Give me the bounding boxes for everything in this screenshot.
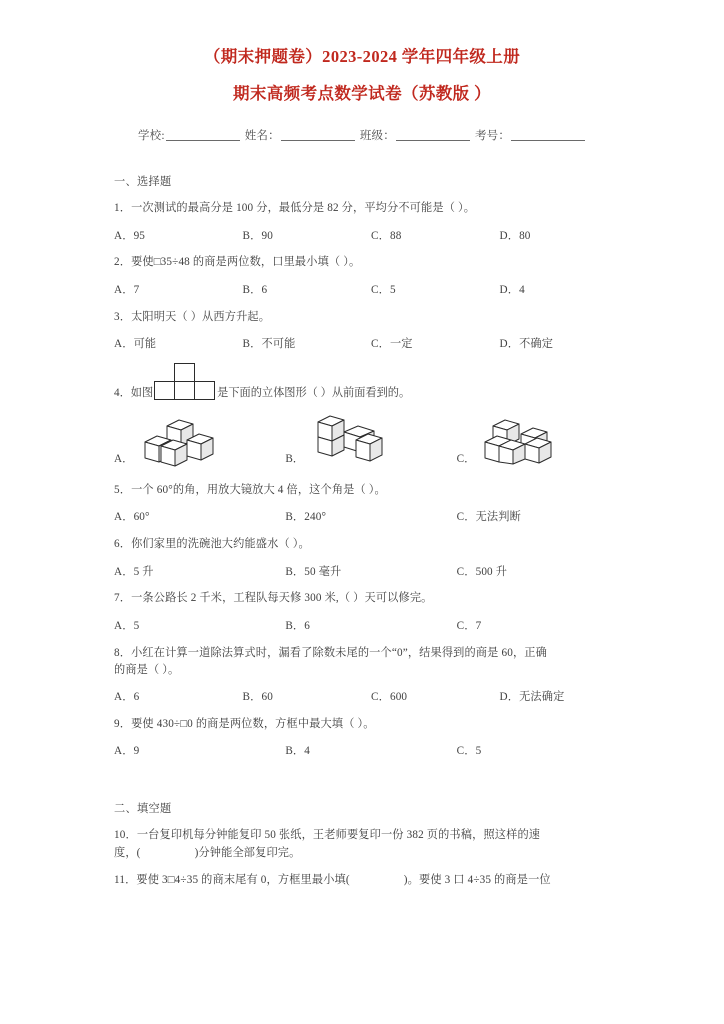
q6-option-a[interactable]: A．5 升 (114, 565, 154, 578)
section-heading-choice: 一、选择题 (114, 176, 172, 189)
q3-option-b[interactable]: B．不可能 (242, 337, 296, 350)
question-3-text: 3．太阳明天（ ）从西方升起。 (114, 310, 271, 323)
question-1-options (114, 228, 628, 245)
question-2-text: 2．要使□35÷48 的商是两位数，口里最小填（ ）。 (114, 256, 361, 269)
q7-option-a[interactable]: A．5 (114, 619, 140, 632)
q10-line-2 (114, 845, 628, 862)
q5-option-c[interactable]: C．无法判断 (456, 511, 521, 524)
q9-option-c[interactable]: C．5 (456, 745, 482, 758)
question-8-options (114, 689, 628, 706)
q3-option-c[interactable]: C．一定 (371, 337, 413, 350)
question-3-options (114, 336, 628, 353)
question-10-text (114, 827, 628, 862)
square-top-middle (174, 363, 195, 382)
question-5-text: 5．一个 60°的角，用放大镜放大 4 倍，这个角是（ ）。 (114, 484, 386, 497)
question-9-text: 9．要使 430÷□0 的商是两位数，方框中最大填（ ）。 (114, 718, 375, 731)
question-6-text: 6．你们家里的洗碗池大约能盛水（ ）。 (114, 538, 310, 551)
q4-option-c-label: C． (456, 453, 476, 466)
q5-option-b[interactable]: B．240° (285, 511, 327, 524)
q4-text-before: 4．如图 (114, 386, 154, 399)
question-9-options (114, 743, 628, 760)
q6-option-b[interactable]: B．50 毫升 (285, 565, 342, 578)
q1-option-b[interactable]: B．90 (242, 229, 273, 242)
q8-option-a[interactable]: A．6 (114, 691, 140, 704)
page-title-line-1: （期末押题卷）2023-2024 学年四年级上册 (203, 47, 521, 66)
q2-option-a[interactable]: A．7 (114, 283, 140, 296)
q5-option-a[interactable]: A．60° (114, 511, 150, 524)
question-11-text (114, 872, 628, 889)
q8-option-c[interactable]: C．600 (371, 691, 408, 704)
question-1-text: 1．一次测试的最高分是 100 分，最低分是 82 分，平均分不可能是（ ）。 (114, 202, 476, 215)
q1-option-d[interactable]: D．80 (499, 229, 531, 242)
question-4-text (114, 381, 628, 402)
question-7-text: 7．一条公路长 2 千米，工程队每天修 300 米,（ ）天可以修完。 (114, 592, 433, 605)
q11-text-before: 11．要使 3□4÷35 的商末尾有 0，方框里最小填( (114, 873, 350, 886)
question-4-options (114, 412, 628, 468)
q8-line-2: 的商是（ ）。 (114, 663, 180, 676)
class-label: 班级： (359, 130, 395, 143)
q3-option-d[interactable]: D．不确定 (499, 337, 554, 350)
q11-text-after: )。要使 3 口 4÷35 的商是一位 (403, 873, 551, 886)
q4-option-b[interactable] (285, 414, 456, 468)
square-bottom-middle (174, 381, 195, 400)
front-view-figure-icon (154, 381, 216, 400)
q9-option-a[interactable]: A．9 (114, 745, 140, 758)
square-bottom-left (154, 381, 175, 400)
title-block (0, 0, 724, 103)
q8-line-1: 8．小红在计算一道除法算式时，漏看了除数未尾的一个“0”，结果得到的商是 60，正确 (114, 646, 547, 659)
q3-option-a[interactable]: A．可能 (114, 337, 157, 350)
q4-text-after: 是下面的立体图形（ ）从前面看到的。 (217, 386, 411, 399)
q8-option-b[interactable]: B．60 (242, 691, 273, 704)
section-heading-fill-blank: 二、填空题 (114, 803, 172, 816)
q2-option-c[interactable]: C．5 (371, 283, 396, 296)
exam-content (0, 173, 724, 889)
student-info-line (0, 127, 724, 143)
q4-option-a-label: A． (114, 453, 134, 466)
name-label: 姓名： (244, 130, 280, 143)
cube-figure-b-icon (308, 414, 394, 468)
school-blank[interactable] (166, 140, 240, 141)
q10-text-before: 度，( (114, 846, 141, 859)
q4-option-a[interactable] (114, 416, 285, 468)
q10-text-after: )分钟能全部复印完。 (194, 846, 301, 859)
cube-figure-a-icon (137, 416, 219, 468)
q2-option-d[interactable]: D．4 (499, 283, 525, 296)
q1-option-a[interactable]: A．95 (114, 229, 146, 242)
cube-figure-c-icon (479, 416, 569, 468)
square-bottom-right (194, 381, 215, 400)
page-title-line-2: 期末高频考点数学试卷（苏教版 ） (232, 84, 492, 104)
q4-option-b-label: B． (285, 453, 304, 466)
exam-no-label: 考号： (474, 130, 511, 143)
q9-option-b[interactable]: B．4 (285, 745, 311, 758)
q4-option-c[interactable] (457, 416, 628, 468)
q7-option-b[interactable]: B．6 (285, 619, 311, 632)
q10-line-1: 10．一台复印机每分钟能复印 50 张纸，王老师要复印一份 382 页的书稿，照这样的速 (114, 829, 541, 842)
q7-option-c[interactable]: C．7 (456, 619, 482, 632)
question-8-text (114, 645, 628, 680)
school-label: 学校: (137, 130, 165, 143)
exam-no-blank[interactable] (511, 140, 585, 141)
question-5-options (114, 509, 628, 526)
question-7-options (114, 618, 628, 635)
q6-option-c[interactable]: C．500 升 (456, 565, 508, 578)
question-6-options (114, 564, 628, 581)
question-2-options (114, 282, 628, 299)
q1-option-c[interactable]: C．88 (371, 229, 402, 242)
q8-option-d[interactable]: D．无法确定 (499, 691, 565, 704)
name-blank[interactable] (281, 140, 355, 141)
q2-option-b[interactable]: B．6 (242, 283, 268, 296)
class-blank[interactable] (396, 140, 470, 141)
